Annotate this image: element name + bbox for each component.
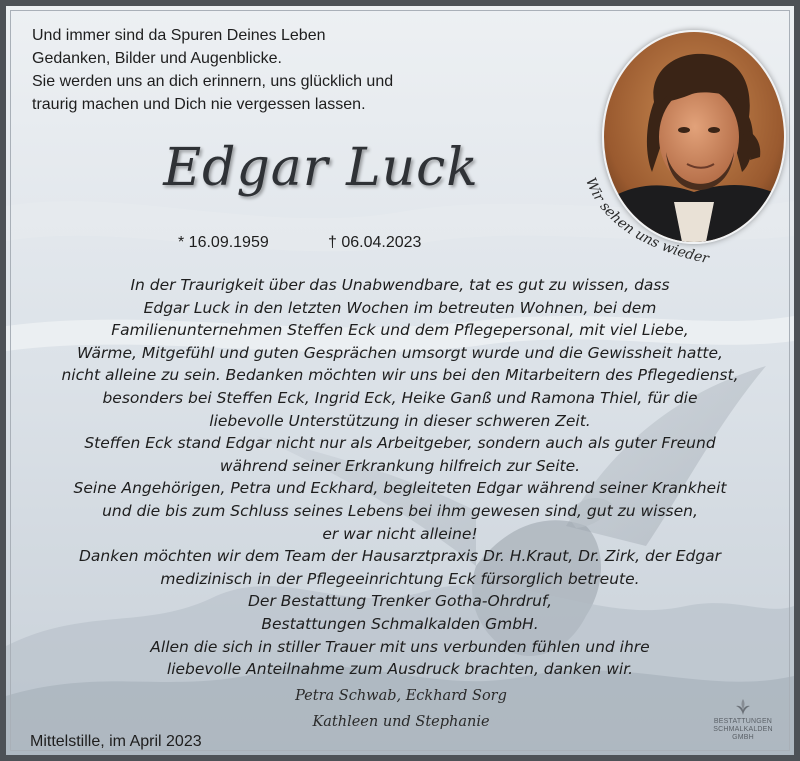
text-line: liebevolle Unterstützung in dieser schweren Zeit. bbox=[209, 411, 591, 430]
signature-line: Kathleen und Stephanie bbox=[312, 714, 490, 730]
poem-line: Und immer sind da Spuren Deines Leben bbox=[32, 27, 326, 44]
text-line: Steffen Eck stand Edgar nicht nur als Arbeitgeber, sondern auch als guter Freund bbox=[84, 434, 716, 453]
text-line: Seine Angehörigen, Petra und Eckhard, begleiteten Edgar während seiner Krankheit bbox=[73, 479, 727, 498]
poem-line: traurig machen und Dich nie vergessen lassen. bbox=[32, 96, 366, 113]
text-line: Wärme, Mitgefühl und guten Gesprächen umsorgt wurde und die Gewissheit hatte, bbox=[77, 343, 723, 362]
motto-path-text bbox=[572, 170, 732, 280]
text-line: nicht alleine zu sein. Bedanken möchten wir uns bei den Mitarbeitern des Pflegedienst, bbox=[61, 366, 739, 385]
text-line: Edgar Luck in den letzten Wochen im betreuten Wohnen, bei dem bbox=[143, 298, 657, 317]
svg-text:Wir sehen uns wieder bbox=[582, 175, 712, 267]
poem-block bbox=[32, 24, 492, 116]
funeral-home-logo bbox=[712, 698, 774, 742]
text-line: besonders bei Steffen Eck, Ingrid Eck, Heike Ganß und Ramona Thiel, für die bbox=[102, 388, 698, 407]
logo-text-line: SCHMALKALDEN bbox=[713, 726, 773, 733]
motto-curved-text bbox=[572, 170, 732, 280]
birth-date: * 16.09.1959 bbox=[178, 234, 269, 251]
logo-text-line: BESTATTUNGEN bbox=[713, 718, 773, 725]
text-line: Danken möchten wir dem Team der Hausarztpraxis Dr. H.Kraut, Dr. Zirk, der Edgar bbox=[78, 547, 722, 566]
gratitude-text bbox=[26, 274, 774, 681]
poem-line: Gedanken, Bilder und Augenblicke. bbox=[32, 50, 282, 67]
text-line: und die bis zum Schluss seines Lebens bei ihm gewesen sind, gut zu wissen, bbox=[102, 501, 698, 520]
death-date: † 06.04.2023 bbox=[328, 234, 422, 251]
text-line: während seiner Erkrankung hilfreich zur Seite. bbox=[219, 456, 581, 475]
text-line: Familienunternehmen Steffen Eck und dem Pflegepersonal, mit viel Liebe, bbox=[111, 321, 689, 340]
logo-text-line: GMBH bbox=[732, 734, 754, 741]
text-line: medizinisch in der Pflegeeinrichtung Eck fürsorglich betreute. bbox=[160, 569, 640, 588]
text-line: Bestattungen Schmalkalden GmbH. bbox=[261, 614, 539, 633]
place-and-date: Mittelstille, im April 2023 bbox=[30, 733, 202, 750]
text-line: er war nicht alleine! bbox=[322, 524, 478, 543]
flower-leaf-icon bbox=[733, 698, 753, 716]
text-line: liebevolle Anteilnahme zum Ausdruck brachten, danken wir. bbox=[166, 660, 634, 679]
text-line: Allen die sich in stiller Trauer mit uns verbunden fühlen und ihre bbox=[150, 637, 650, 656]
deceased-name: Edgar Luck bbox=[163, 138, 479, 198]
text-line: In der Traurigkeit über das Unabwendbare, tat es gut zu wissen, dass bbox=[130, 276, 670, 294]
poem-line: Sie werden uns an dich erinnern, uns glücklich und bbox=[32, 73, 394, 90]
text-line: Der Bestattung Trenker Gotha-Ohrdruf, bbox=[248, 592, 552, 611]
signature-line: Petra Schwab, Eckhard Sorg bbox=[295, 688, 507, 704]
life-dates bbox=[178, 234, 478, 252]
motto-text: Wir sehen uns wieder bbox=[582, 175, 711, 268]
